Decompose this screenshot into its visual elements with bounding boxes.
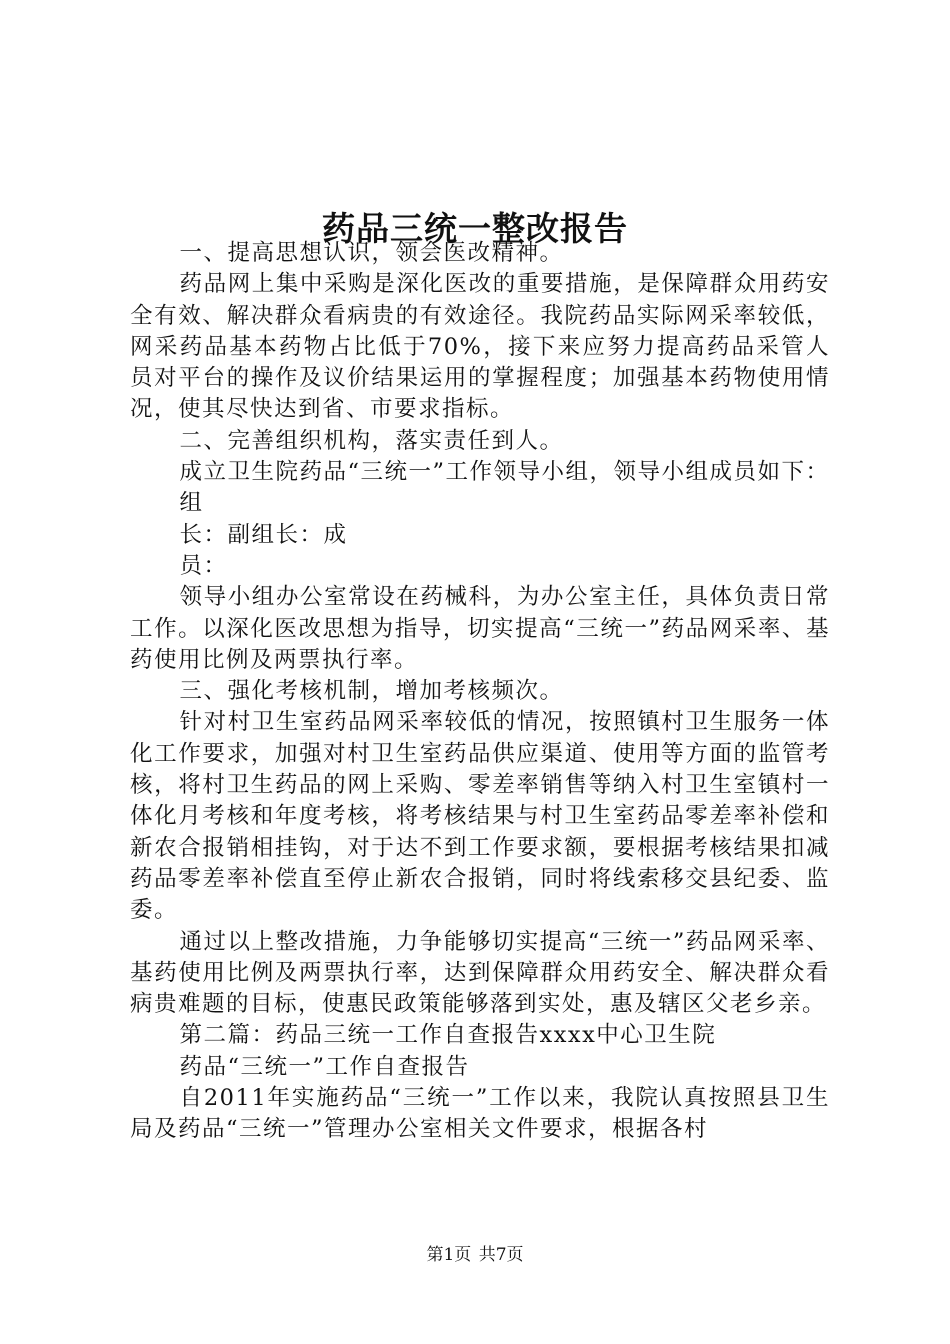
body-paragraph: 长：副组长：成 (179, 521, 348, 548)
section-heading-2: 二、完善组织机构，落实责任到人。 (179, 427, 564, 454)
page-footer: 第1页 共7页 (426, 1245, 524, 1265)
body-paragraph: 领导小组办公室常设在药械科，为办公室主任，具体负责日常工作。以深化医改思想为指导，切实提高“三统一”药品网采率、基药使用比例及两票执行率。 (130, 584, 830, 673)
section-heading-1: 一、提高思想认识，领会医改精神。 (179, 240, 564, 266)
body-paragraph: 通过以上整改措施，力争能够切实提高“三统一”药品网采率、基药使用比例及两票执行率，达到保障群众用药安全、解决群众看病贵难题的目标，使惠民政策能够落到实处，惠及辖区父老乡亲。 (130, 928, 830, 1018)
document-body (130, 238, 830, 1146)
second-article-subtitle: 药品“三统一”工作自查报告 (179, 1053, 470, 1080)
body-paragraph: 自2011年实施药品“三统一”工作以来，我院认真按照县卫生局及药品“三统一”管理办公室相关文件要求，根据各村 (130, 1085, 830, 1143)
document-title: 药品三统一整改报告 (322, 209, 628, 249)
body-paragraph: 组 (179, 490, 204, 517)
second-article-title: 第二篇：药品三统一工作自查报告xxxx中心卫生院 (179, 1022, 717, 1049)
body-paragraph: 成立卫生院药品“三统一”工作领导小组，领导小组成员如下： (179, 459, 830, 486)
body-paragraph: 针对村卫生室药品网采率较低的情况，按照镇村卫生服务一体化工作要求，加强对村卫生室药品供应渠道、使用等方面的监管考核，将村卫生药品的网上采购、零差率销售等纳入村卫生室镇村一体化月考核和年度考核，将考核结果与村卫生室药品零差率补偿和新农合报销相挂钩，对于达不到工作要求额，要根据考核结果扣减药品零差率补偿直至停止新农合报销，同时将线索移交县纪委、监委。 (130, 709, 830, 924)
body-paragraph: 药品网上集中采购是深化医改的重要措施，是保障群众用药安全有效、解决群众看病贵的有效途径。我院药品实际网采率较低，网采药品基本药物占比低于70%，接下来应努力提高药品采管人员对平台的操作及议价结果运用的掌握程度；加强基本药物使用情况，使其尽快达到省、市要求指标。 (130, 271, 830, 423)
section-heading-3: 三、强化考核机制，增加考核频次。 (179, 678, 564, 705)
body-paragraph: 员： (179, 552, 228, 579)
